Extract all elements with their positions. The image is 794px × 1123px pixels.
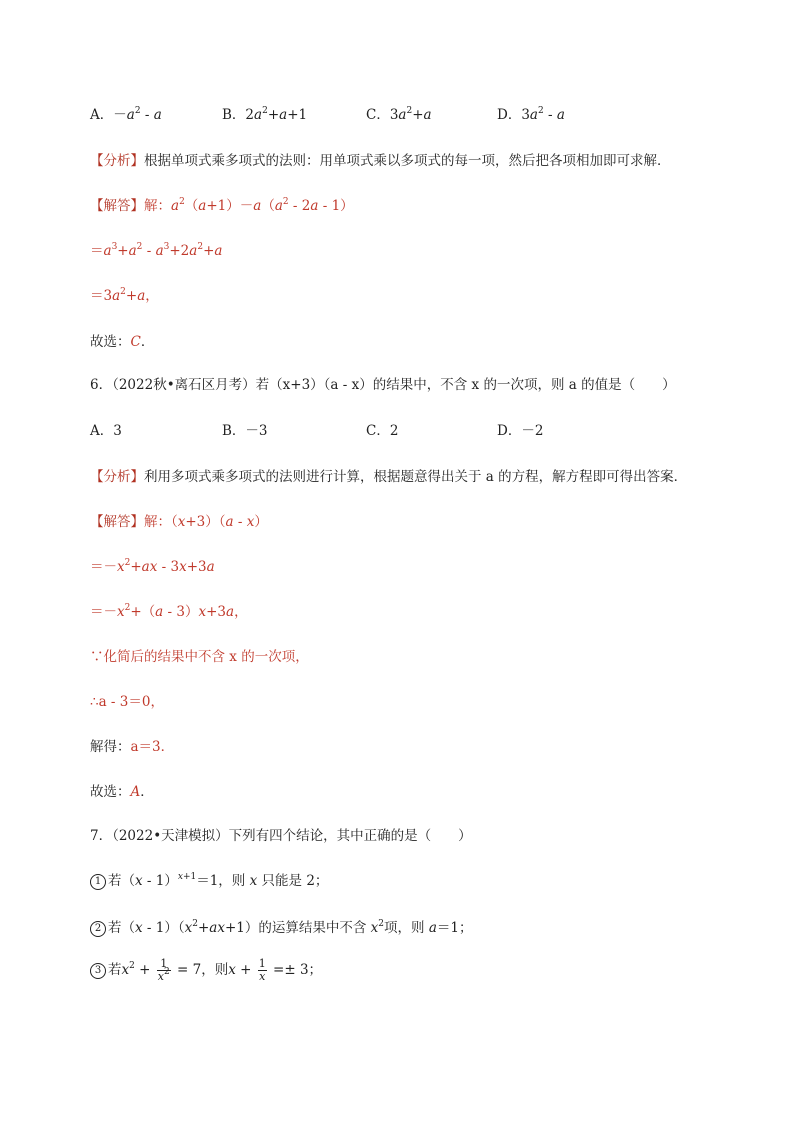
q6-source: （2022秋•离石区月考） bbox=[112, 377, 256, 393]
q6-solve bbox=[90, 735, 174, 755]
circled-3-icon: 3 bbox=[90, 963, 106, 979]
q6-number: 6． bbox=[90, 377, 113, 393]
q6-solution-intro: 解： bbox=[144, 514, 171, 530]
q6-analysis bbox=[90, 465, 687, 485]
q6-stem-text: 若（x+3）（a - x）的结果中，不含 x 的一次项，则 a 的值是（ ） bbox=[255, 377, 676, 393]
q6-solve-value: a＝3． bbox=[130, 739, 175, 755]
q5-solution-line-2: $=a^3+a^2 - a^3+2a^2+a$ bbox=[90, 242, 223, 259]
q6-option-a: A．3 bbox=[90, 423, 122, 439]
q7-item-2: 2 若$(x - 1)(x^2+ax+1)$的运算结果中不含 $x^2$项，则 a＝1； bbox=[90, 916, 472, 937]
q5-option-d: D．$3a^2$ - a bbox=[497, 106, 565, 123]
q7-stem bbox=[90, 824, 472, 844]
q7-source: （2022•天津模拟） bbox=[112, 828, 229, 844]
q5-solution-line-1: 【解答】解：$a^2(a+1)-a(a^2 - 2a - 1)$ bbox=[90, 197, 354, 214]
q7-number: 7． bbox=[90, 828, 113, 844]
q6-answer: 故选：A． bbox=[90, 784, 154, 800]
q5-analysis-tag: 【分析】 bbox=[90, 153, 144, 169]
q6-stem bbox=[90, 373, 676, 393]
q5-solution-intro: 解： bbox=[144, 198, 171, 214]
q7-item-3: 3 若$x^2$ + $\frac{1}{x^2}$ = 7，则x + $\frac{1}{x}$ =± 3； bbox=[90, 958, 322, 983]
q6-solution-line-2: $=-x^2+ax - 3x+3a$ bbox=[90, 558, 215, 575]
q5-option-b: B．$2a^2+a+1$ bbox=[222, 106, 308, 123]
q6-solve-prefix: 解得： bbox=[90, 739, 131, 755]
q6-solution-line-1: 【解答】解：（x+3）（a - x） bbox=[90, 514, 268, 530]
q5-answer-prefix: 故选： bbox=[90, 334, 131, 350]
q6-because: ∵化简后的结果中不含 x 的一次项， bbox=[90, 649, 309, 665]
q6-option-b: B．－3 bbox=[222, 423, 268, 439]
q5-answer-value: C bbox=[130, 334, 141, 350]
q5-analysis bbox=[90, 149, 671, 169]
q5-option-a: A．$-a^2 - a$ bbox=[90, 106, 162, 123]
q6-analysis-tag: 【分析】 bbox=[90, 469, 144, 485]
circled-2-icon: 2 bbox=[90, 921, 106, 937]
q5-answer: 故选：C． bbox=[90, 334, 155, 350]
circled-1-icon: 1 bbox=[90, 874, 106, 890]
q5-analysis-text: 根据单项式乘多项式的法则：用单项式乘以多项式的每一项，然后把各项相加即可求解． bbox=[144, 153, 671, 169]
q6-analysis-text: 利用多项式乘多项式的法则进行计算，根据题意得出关于 a 的方程，解方程即可得出答案． bbox=[144, 469, 688, 485]
fraction: $\frac{1}{x^2}$ bbox=[157, 957, 170, 983]
q6-solution-tag: 【解答】 bbox=[90, 514, 144, 530]
q5-solution-line-3: $=3a^2+a$， bbox=[90, 287, 159, 304]
q6-answer-prefix: 故选： bbox=[90, 784, 131, 800]
q6-answer-value: A bbox=[130, 784, 141, 800]
q6-option-c: C．2 bbox=[366, 423, 399, 439]
q6-therefore: ∴a - 3＝0， bbox=[90, 694, 164, 710]
q5-solution-tag: 【解答】 bbox=[90, 198, 144, 214]
q6-option-d: D．－2 bbox=[497, 423, 544, 439]
q5-option-c: C．$3a^2+a$ bbox=[366, 106, 432, 123]
q6-solution-line-3: $=-x^2+(a - 3)x+3a$， bbox=[90, 603, 248, 620]
q7-stem-text: 下列有四个结论，其中正确的是（ ） bbox=[228, 828, 472, 844]
fraction: $\frac{1}{x}$ bbox=[258, 957, 266, 983]
q7-item-1: 1 若（x - 1）$^{x+1}$＝1，则 x 只能是 2； bbox=[90, 869, 328, 890]
